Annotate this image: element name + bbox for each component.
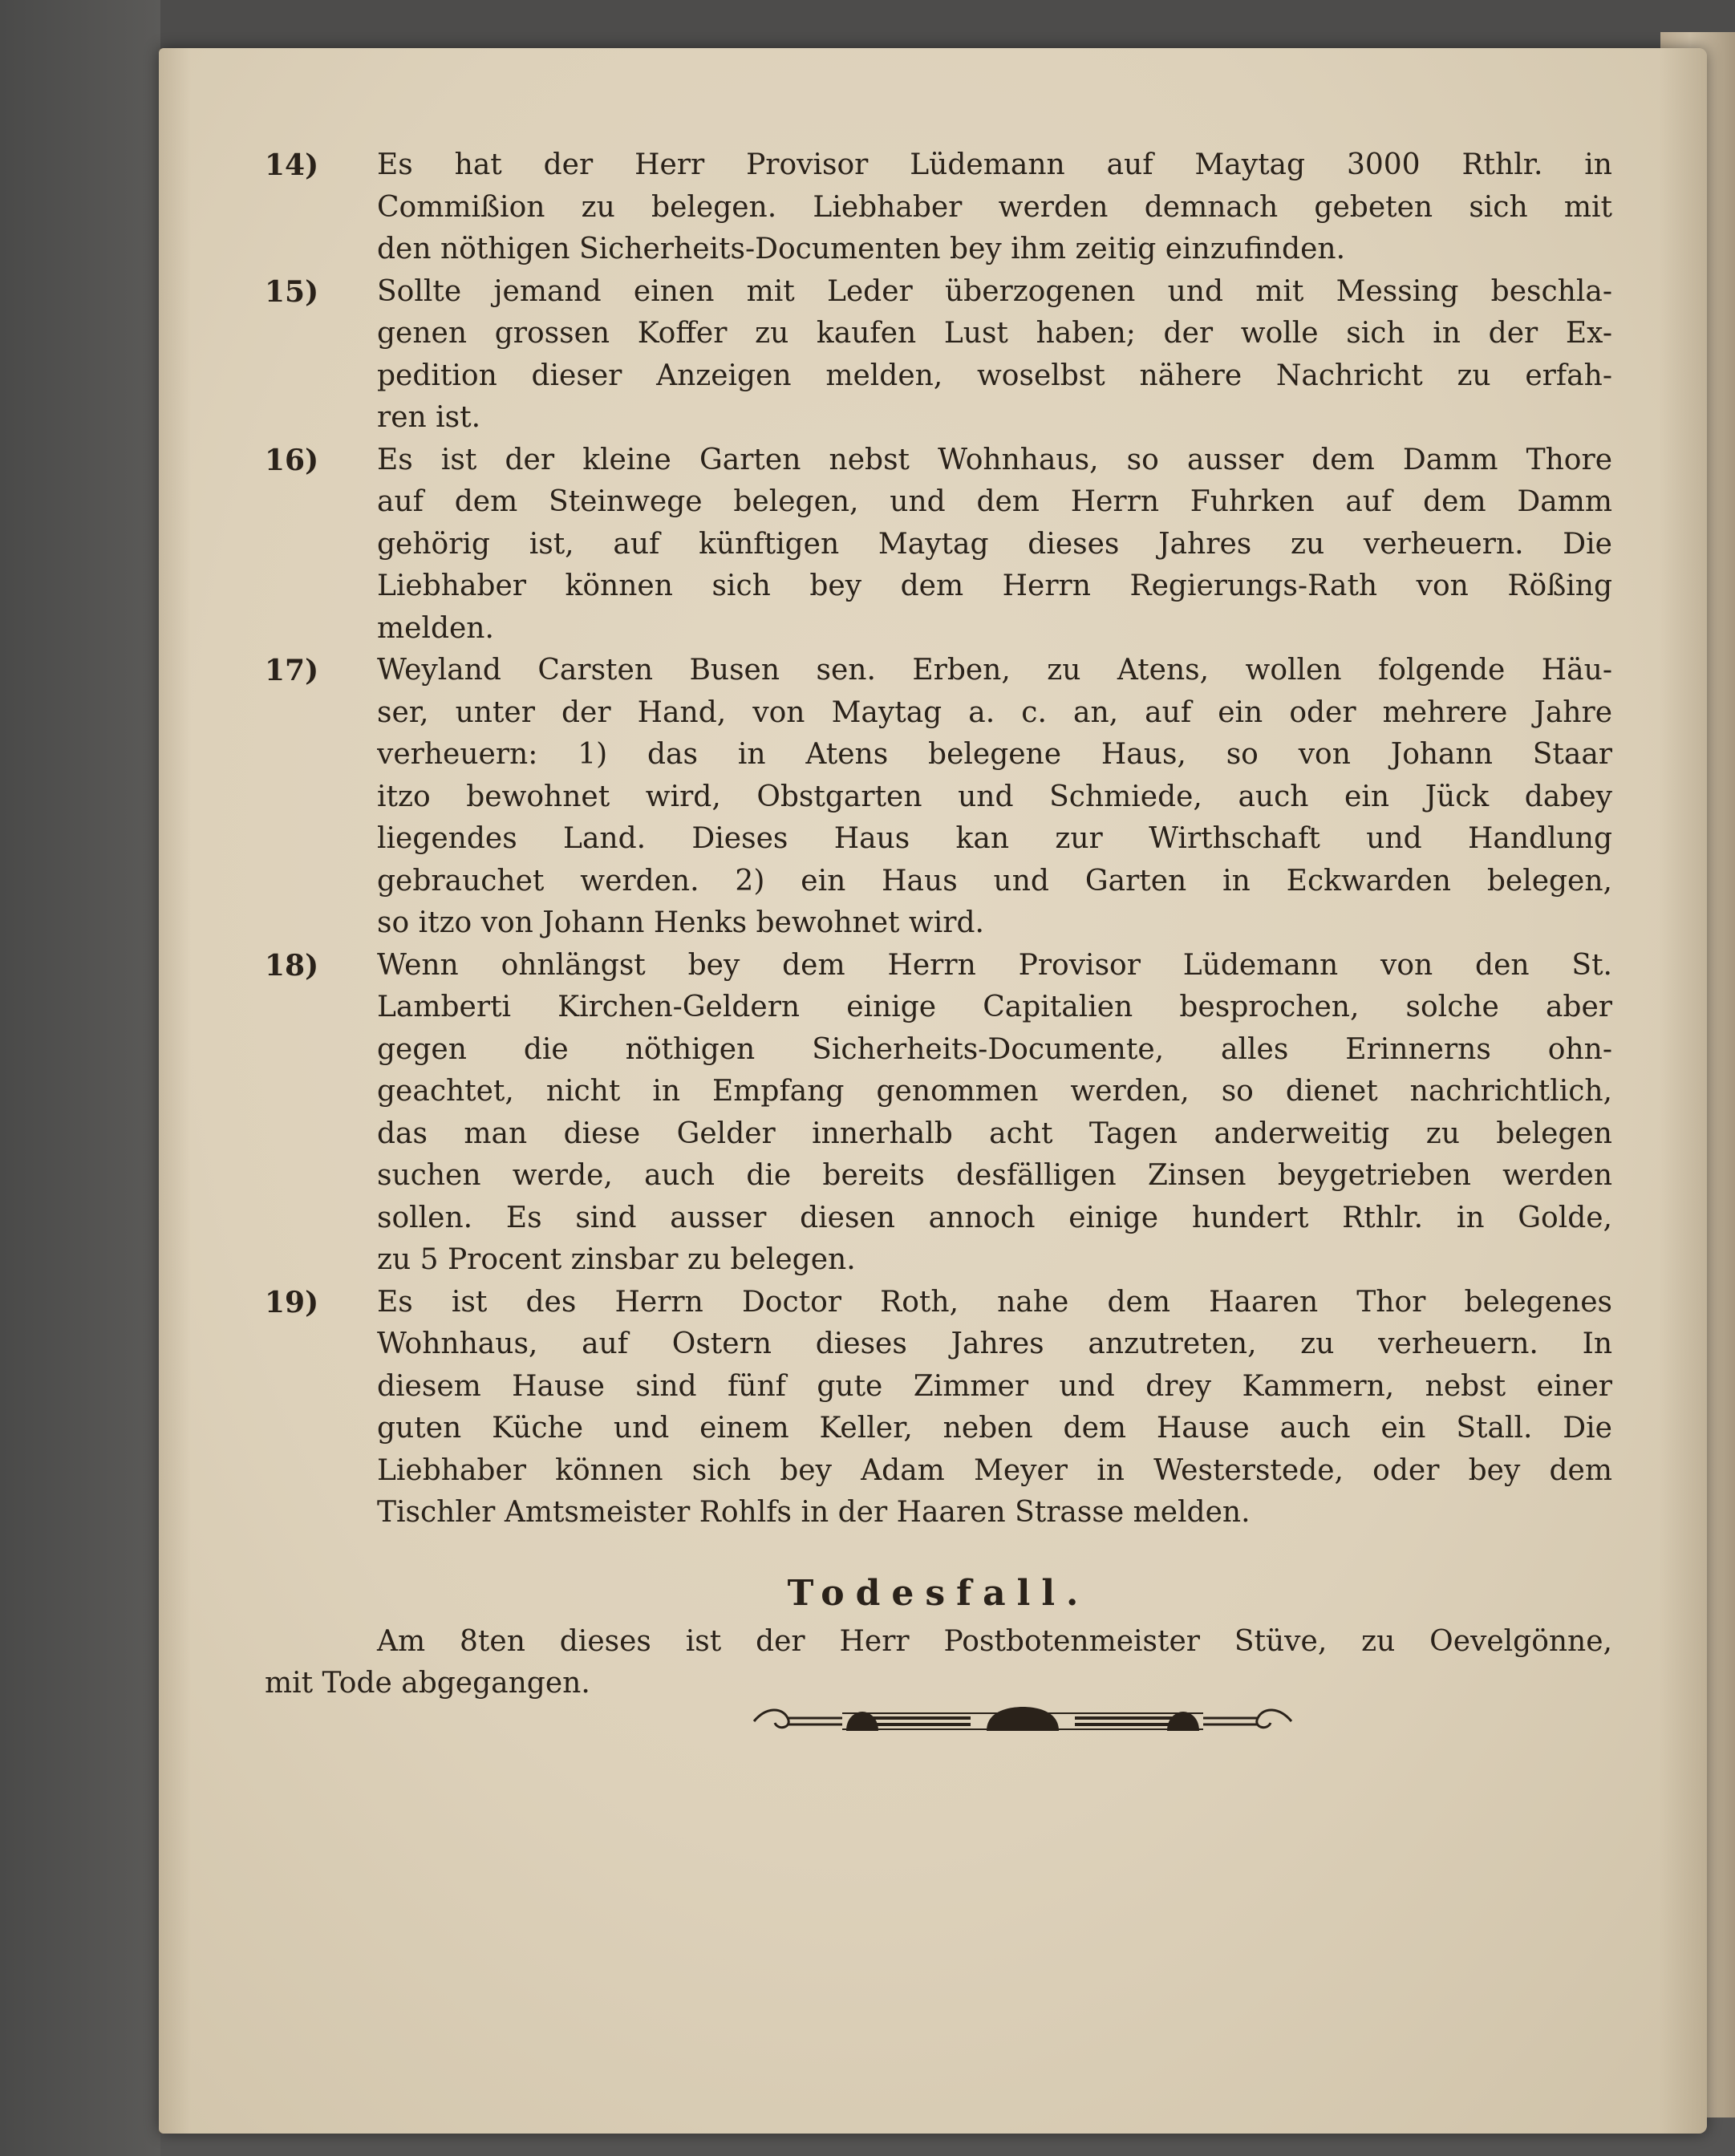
entry-number: 17) [265, 654, 319, 687]
text-line: mit Tode abgegangen. [265, 1667, 590, 1700]
text-line: den nöthigen Sicherheits-Documenten bey ihm zeitig einzufinden. [377, 233, 1346, 265]
entry-text [377, 144, 1612, 271]
entry-text [377, 650, 1612, 945]
section-heading: Todesfall. [787, 1572, 1090, 1614]
text-line: das man diese Gelder innerhalb acht Tagen anderweitig zu belegen [377, 1116, 1612, 1150]
text-line: gehörig ist, auf künftigen Maytag dieses Jahres zu verheuern. Die [377, 527, 1612, 561]
text-line: Sollte jemand einen mit Leder überzogenen und mit Messing beschla- [377, 274, 1612, 308]
scroll-ornament-icon [746, 1702, 1299, 1741]
text-line: Es ist der kleine Garten nebst Wohnhaus, so ausser dem Damm Thore [377, 443, 1612, 476]
text-line: zu 5 Procent zinsbar zu belegen. [377, 1243, 856, 1276]
entry-18 [265, 945, 1612, 1282]
text-line: ser, unter der Hand, von Maytag a. c. an, auf ein oder mehrere Jahre [377, 695, 1612, 729]
entry-number: 18) [265, 948, 319, 983]
entry-number: 15) [265, 274, 319, 309]
page-content [265, 144, 1612, 1705]
entry-text [377, 1282, 1612, 1534]
text-line: Wenn ohnlängst bey dem Herrn Provisor Lüdemann von den St. [377, 948, 1612, 982]
entry-19 [265, 1282, 1612, 1534]
text-line: auf dem Steinwege belegen, und dem Herrn Fuhrken auf dem Damm [377, 485, 1612, 518]
entry-14 [265, 144, 1612, 271]
text-line: Es ist des Herrn Doctor Roth, nahe dem Haaren Thor belegenes [377, 1285, 1612, 1319]
entry-number: 16) [265, 443, 319, 477]
text-line: Wohnhaus, auf Ostern dieses Jahres anzutreten, zu verheuern. In [377, 1327, 1612, 1360]
entry-16 [265, 440, 1612, 650]
text-line: Weyland Carsten Busen sen. Erben, zu Atens, wollen folgende Häu- [377, 654, 1612, 687]
text-line: Lamberti Kirchen-Geldern einige Capitalien besprochen, solche aber [377, 991, 1612, 1023]
text-line: Liebhaber können sich bey dem Herrn Regierungs-Rath von Rößing [377, 569, 1612, 602]
text-line: Liebhaber können sich bey Adam Meyer in Westerstede, oder bey dem [377, 1453, 1612, 1487]
text-line: diesem Hause sind fünf gute Zimmer und drey Kammern, nebst einer [377, 1369, 1612, 1403]
text-line: so itzo von Johann Henks bewohnet wird. [377, 906, 984, 939]
text-line: sollen. Es sind ausser diesen annoch einige hundert Rthlr. in Golde, [377, 1201, 1612, 1234]
entry-text [377, 440, 1612, 650]
page-edge-shade [1659, 48, 1707, 2134]
text-line: geachtet, nicht in Empfang genommen werden, so dienet nachrichtlich, [377, 1075, 1612, 1108]
text-line: liegendes Land. Dieses Haus kan zur Wirthschaft und Handlung [377, 822, 1612, 855]
entry-text [377, 945, 1612, 1282]
text-line: gegen die nöthigen Sicherheits-Documente, alles Erinnerns ohn- [377, 1032, 1612, 1066]
entry-number: 14) [265, 148, 319, 182]
text-line: gebrauchet werden. 2) ein Haus und Garten in Eckwarden belegen, [377, 864, 1612, 898]
backdrop-left [0, 0, 160, 2156]
text-line: genen grossen Koffer zu kaufen Lust haben; der wolle sich in der Ex- [377, 317, 1612, 350]
text-line: Commißion zu belegen. Liebhaber werden demnach gebeten sich mit [377, 190, 1612, 224]
text-line: Tischler Amtsmeister Rohlfs in der Haaren Strasse melden. [377, 1496, 1251, 1529]
entry-text [377, 271, 1612, 440]
text-line: suchen werde, auch die bereits desfälligen Zinsen beygetrieben werden [377, 1159, 1612, 1192]
text-line: guten Küche und einem Keller, neben dem Hause auch ein Stall. Die [377, 1412, 1612, 1445]
entry-15 [265, 271, 1612, 440]
text-line: pedition dieser Anzeigen melden, woselbst nähere Nachricht zu erfah- [377, 359, 1612, 392]
death-notice [265, 1621, 1612, 1705]
page-gutter-shade [159, 48, 191, 2134]
text-line: itzo bewohnet wird, Obstgarten und Schmiede, auch ein Jück dabey [377, 780, 1612, 813]
entry-17 [265, 650, 1612, 945]
text-line: ren ist. [377, 401, 481, 434]
entry-number: 19) [265, 1285, 319, 1319]
text-line: Es hat der Herr Provisor Lüdemann auf Maytag 3000 Rthlr. in [377, 148, 1612, 181]
text-line: melden. [377, 611, 494, 645]
text-line: Am 8ten dieses ist der Herr Postbotenmeister Stüve, zu Oevelgönne, [377, 1624, 1612, 1658]
text-line: verheuern: 1) das in Atens belegene Haus, so von Johann Staar [377, 738, 1612, 771]
